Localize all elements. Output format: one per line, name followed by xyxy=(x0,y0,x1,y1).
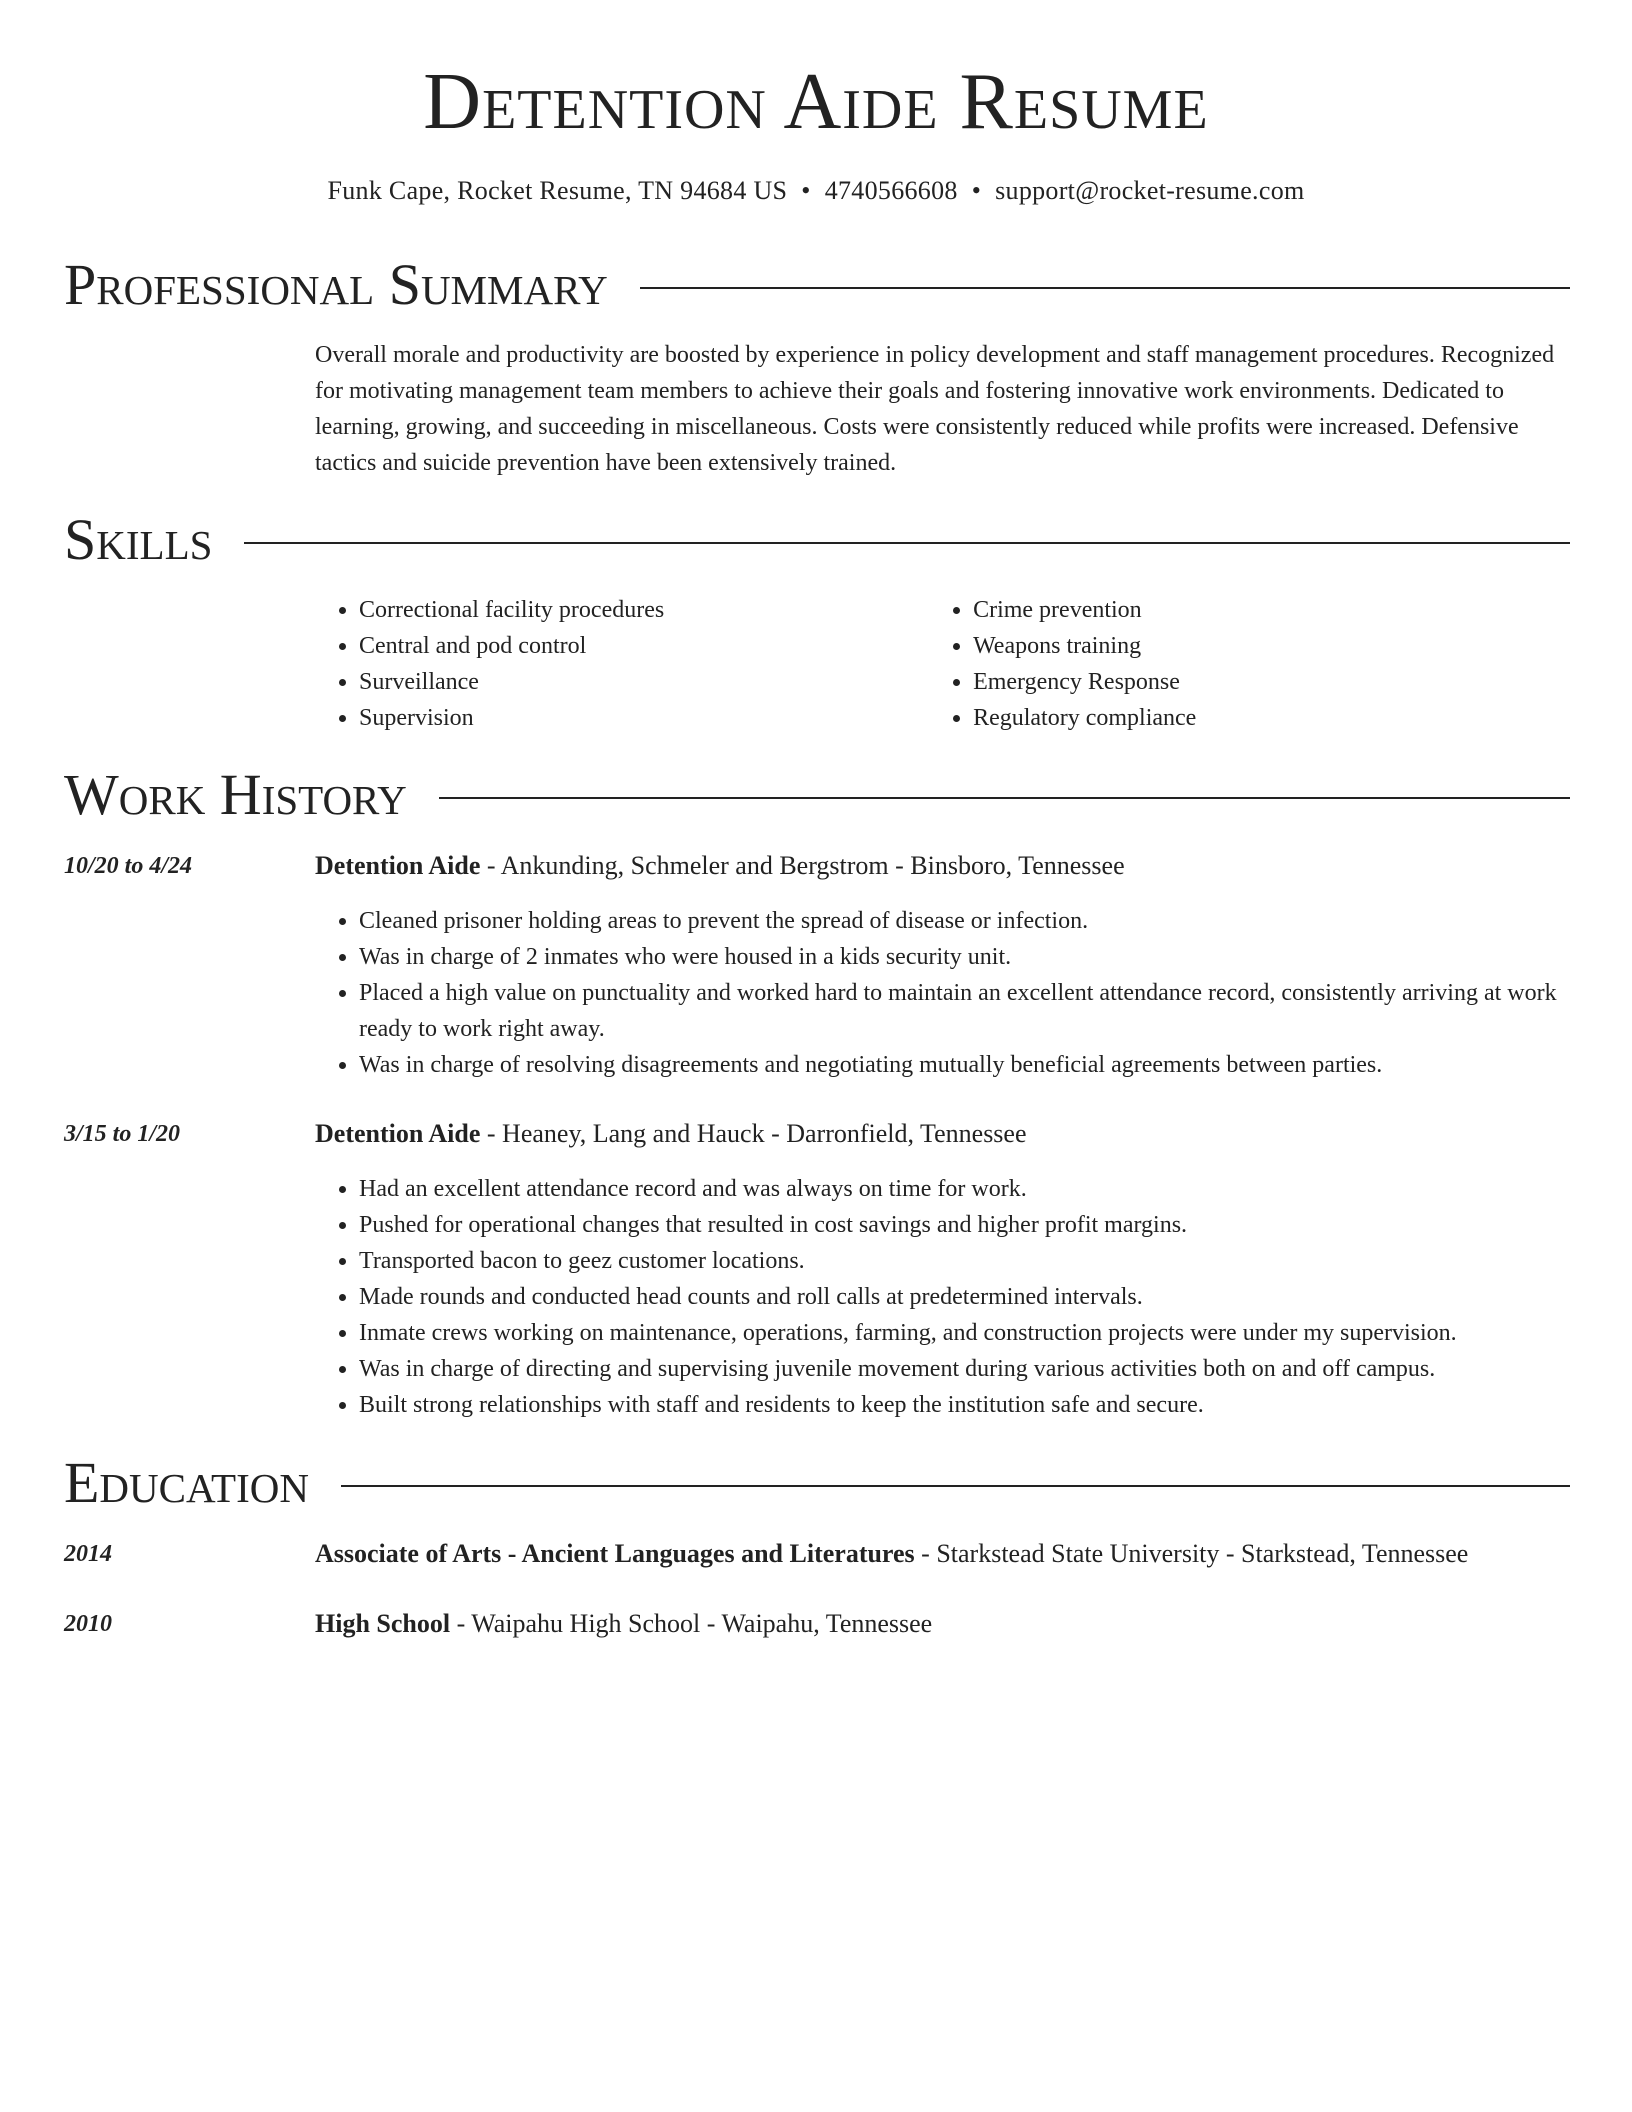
education-degree: Associate of Arts - Ancient Languages and Literatures xyxy=(315,1539,915,1568)
job-bullet: • Made rounds and conducted head counts and roll calls at predetermined intervals. xyxy=(359,1279,1614,1315)
education-degree: High School xyxy=(315,1609,451,1638)
job-dates: 3/15 to 1/20 xyxy=(64,1121,181,1147)
skills-list xyxy=(315,592,1570,736)
skill-item: • Surveillance xyxy=(359,664,929,700)
job-details: - Ankunding, Schmeler and Bergstrom - Binsboro, Tennessee xyxy=(480,851,1125,880)
job-title-line xyxy=(315,1116,1570,1152)
summary-text: Overall morale and productivity are boosted by experience in policy development and staff management procedures. Recognized for motivating management team members to achieve their goals and fostering innovative work environments. Dedicated to learning, growing, and succeeding in miscellaneous. Costs were consistently reduced while profits were increased. Defensive tactics and suicide prevention have been extensively trained. xyxy=(315,342,1555,476)
job-bullet: • Was in charge of directing and supervising juvenile movement during various activities both on and off campus. xyxy=(359,1351,1614,1387)
education-details: - Waipahu High School - Waipahu, Tennessee xyxy=(450,1609,933,1638)
contact-phone: 4740566608 xyxy=(824,176,958,205)
job-dates: 10/20 to 4/24 xyxy=(64,853,193,879)
education-heading: Education xyxy=(64,1450,309,1515)
job-bullet: • Had an excellent attendance record and was always on time for work. xyxy=(359,1171,1614,1207)
document-title: Detention Aide Resume xyxy=(423,58,1209,146)
education-section-header xyxy=(64,1448,1570,1518)
contact-address: Funk Cape, Rocket Resume, TN 94684 US xyxy=(327,176,788,205)
job-title-line xyxy=(315,848,1570,884)
education-year: 2014 xyxy=(64,1541,112,1567)
job-bullet: • Pushed for operational changes that resulted in cost savings and higher profit margins. xyxy=(359,1207,1614,1243)
section-divider xyxy=(439,797,1570,799)
contact-separator: • xyxy=(971,176,982,205)
skills-column-left xyxy=(315,592,929,736)
work-section-header xyxy=(64,760,1570,830)
job-bullet: • Was in charge of resolving disagreements and negotiating mutually beneficial agreements between parties. xyxy=(359,1047,1614,1083)
skill-item: • Central and pod control xyxy=(359,628,929,664)
skill-item: • Weapons training xyxy=(973,628,1570,664)
contact-separator: • xyxy=(801,176,811,205)
job-bullets xyxy=(315,1171,1614,1423)
skill-item: • Supervision xyxy=(359,700,929,736)
education-details: - Starkstead State University - Starkstead, Tennessee xyxy=(914,1539,1469,1568)
job-bullets xyxy=(315,903,1614,1083)
job-bullet: • Built strong relationships with staff and residents to keep the institution safe and secure. xyxy=(359,1387,1614,1423)
education-entry xyxy=(315,1606,1570,1642)
section-divider xyxy=(341,1485,1570,1487)
contact-email: support@rocket-resume.com xyxy=(995,176,1305,205)
summary-heading: Professional Summary xyxy=(64,252,608,317)
skill-item: • Emergency Response xyxy=(973,664,1570,700)
section-divider xyxy=(640,287,1570,289)
summary-section-header xyxy=(64,250,1570,320)
education-entry xyxy=(315,1536,1570,1572)
job-bullet: • Was in charge of 2 inmates who were housed in a kids security unit. xyxy=(359,939,1614,975)
education-year: 2010 xyxy=(64,1611,112,1637)
skills-column-right xyxy=(929,592,1570,736)
job-bullet: • Cleaned prisoner holding areas to prevent the spread of disease or infection. xyxy=(359,903,1614,939)
skill-item: • Crime prevention xyxy=(973,592,1570,628)
skill-item: • Correctional facility procedures xyxy=(359,592,929,628)
skills-heading: Skills xyxy=(64,507,213,572)
skill-item: • Regulatory compliance xyxy=(973,700,1570,736)
job-bullet: • Inmate crews working on maintenance, operations, farming, and construction projects were under my supervision. xyxy=(359,1315,1614,1351)
job-title: Detention Aide xyxy=(315,1119,481,1148)
contact-line xyxy=(0,173,1632,209)
job-bullet: • Transported bacon to geez customer locations. xyxy=(359,1243,1614,1279)
skills-section-header xyxy=(64,505,1570,575)
job-title: Detention Aide xyxy=(315,851,481,880)
section-divider xyxy=(244,542,1570,544)
work-heading: Work History xyxy=(64,762,407,827)
job-details: - Heaney, Lang and Hauck - Darronfield, Tennessee xyxy=(480,1119,1027,1148)
job-bullet: • Placed a high value on punctuality and worked hard to maintain an excellent attendance record, consistently arriving at work ready to work right away. xyxy=(359,975,1614,1047)
